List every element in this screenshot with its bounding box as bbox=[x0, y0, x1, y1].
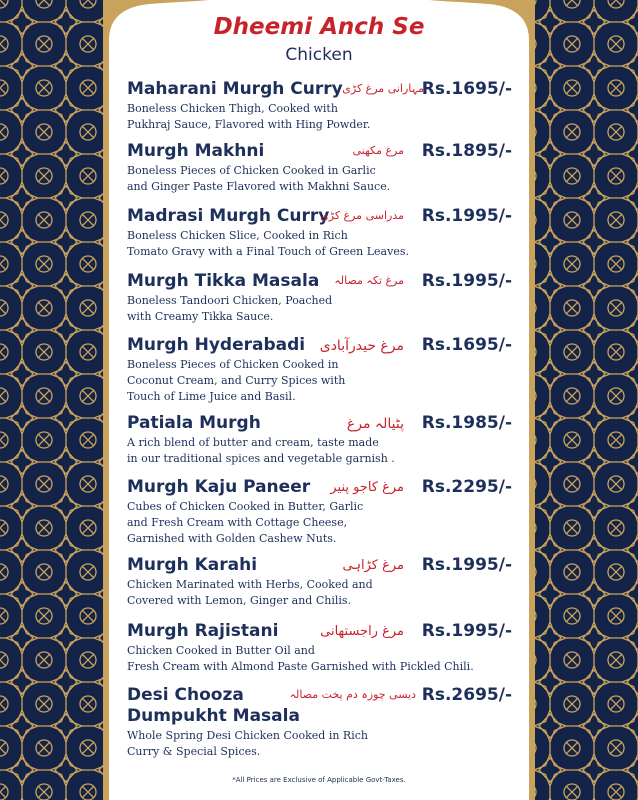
item-description: Boneless Pieces of Chicken Cooked in Garlic and Ginger Paste Flavored with Makhni Sauce. bbox=[127, 164, 391, 193]
item-urdu-name: مہارانی مرغ کڑی bbox=[342, 82, 424, 95]
item-price: Rs.1995/- bbox=[421, 621, 512, 641]
item-urdu-name: مرغ حیدرآبادی bbox=[319, 338, 404, 354]
tax-footnote: *All Prices are Exclusive of Applicable Govt-Taxes. bbox=[232, 776, 406, 784]
item-name: Murgh Rajistani bbox=[127, 621, 279, 641]
menu-item-madrasi-murgh-curry bbox=[127, 206, 512, 260]
section-subtitle: Chicken bbox=[285, 45, 353, 65]
item-price: Rs.1695/- bbox=[421, 335, 512, 355]
item-urdu-name: مرغ راجستھانی bbox=[320, 624, 404, 639]
menu-item-murgh-kaju-paneer bbox=[127, 477, 512, 547]
item-description: A rich blend of butter and cream, taste made in our traditional spices and vegetable garnish . bbox=[127, 436, 395, 465]
item-price: Rs.1895/- bbox=[421, 141, 512, 161]
item-urdu-name: مدراسی مرغ کڑی bbox=[320, 209, 404, 222]
item-name: Maharani Murgh Curry bbox=[127, 79, 343, 99]
item-description: Boneless Tandoori Chicken, Poached with Creamy Tikka Sauce. bbox=[127, 294, 333, 323]
item-description: Whole Spring Desi Chicken Cooked in Rich Curry & Special Spices. bbox=[127, 729, 368, 758]
menu-item-patiala-murgh bbox=[127, 413, 512, 467]
item-price: Rs.2295/- bbox=[421, 477, 512, 497]
menu-item-desi-chooza-dumpukht-masala bbox=[127, 685, 512, 760]
menu-item-murgh-tikka-masala bbox=[127, 271, 512, 325]
menu-item-murgh-rajistani bbox=[127, 621, 512, 675]
item-description: Boneless Chicken Thigh, Cooked with Pukhraj Sauce, Flavored with Hing Powder. bbox=[127, 102, 371, 131]
item-price: Rs.1995/- bbox=[421, 206, 512, 226]
item-urdu-name: مرغ کڑاہی bbox=[342, 558, 404, 573]
item-description: Chicken Cooked in Butter Oil and Fresh Cream with Almond Paste Garnished with Pickled Chili. bbox=[127, 644, 474, 673]
item-price: Rs.1695/- bbox=[421, 79, 512, 99]
item-price: Rs.1995/- bbox=[421, 271, 512, 291]
item-urdu-name: مرغ کاجو پنیر bbox=[330, 480, 404, 495]
page-title: Dheemi Anch Se bbox=[213, 14, 425, 40]
item-description: Chicken Marinated with Herbs, Cooked and Covered with Lemon, Ginger and Chilis. bbox=[127, 578, 373, 607]
item-name: Madrasi Murgh Curry bbox=[127, 206, 330, 226]
item-description: Boneless Chicken Slice, Cooked in Rich Tomato Gravy with a Final Touch of Green Leaves. bbox=[127, 229, 409, 258]
item-description: Cubes of Chicken Cooked in Butter, Garlic and Fresh Cream with Cottage Cheese, Garnished with Golden Cashew Nuts. bbox=[127, 500, 364, 545]
item-price: Rs.2695/- bbox=[421, 685, 512, 705]
item-name: Murgh Karahi bbox=[127, 555, 258, 575]
item-description: Boneless Pieces of Chicken Cooked in Coconut Cream, and Curry Spices with Touch of Lime Juice and Basil. bbox=[127, 358, 346, 403]
item-urdu-name: مرغ تکہ مصالہ bbox=[334, 274, 404, 287]
item-urdu-name: پٹیالہ مرغ bbox=[346, 416, 404, 432]
menu-item-murgh-makhni bbox=[127, 141, 512, 195]
menu-item-murgh-hyderabadi bbox=[127, 335, 512, 405]
item-urdu-name: مرغ مکھنی bbox=[352, 144, 404, 157]
item-urdu-name: دیسی چوزہ دم پخت مصالہ bbox=[289, 688, 416, 701]
item-name: Desi Chooza Dumpukht Masala bbox=[127, 685, 300, 726]
item-name: Murgh Makhni bbox=[127, 141, 265, 161]
item-name: Murgh Hyderabadi bbox=[127, 335, 306, 355]
menu-item-murgh-karahi bbox=[127, 555, 512, 609]
item-name: Patiala Murgh bbox=[127, 413, 261, 433]
menu-item-maharani-murgh-curry bbox=[127, 79, 512, 133]
item-name: Murgh Tikka Masala bbox=[127, 271, 320, 291]
item-price: Rs.1995/- bbox=[421, 555, 512, 575]
item-name: Murgh Kaju Paneer bbox=[127, 477, 311, 497]
item-price: Rs.1985/- bbox=[421, 413, 512, 433]
